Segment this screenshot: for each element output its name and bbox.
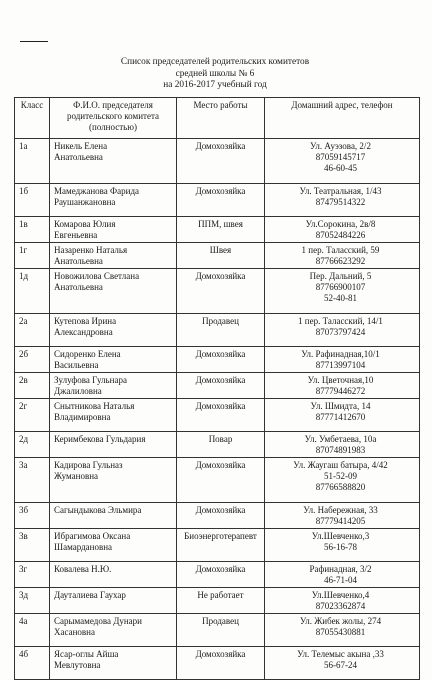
address-cell	[265, 529, 420, 562]
address-cell-line: Ул.Сорокина, 2в/8	[305, 219, 376, 229]
name-cell-line: Шамардановна	[54, 542, 113, 552]
class-cell: 3д	[15, 588, 50, 614]
table-row	[15, 347, 420, 373]
table-row	[15, 139, 420, 184]
table-row	[15, 529, 420, 562]
address-cell-line: Ул. Набережная, 33	[303, 505, 378, 515]
name-cell-line: Анатольевна	[54, 152, 103, 162]
address-cell-line: Ул. Ауэзова, 2/2	[310, 141, 371, 151]
class-cell: 2а	[15, 314, 50, 347]
address-cell-line: Ул. Телемыс акына ,33	[297, 649, 384, 659]
work-cell: Домохозяйка	[177, 399, 265, 432]
address-cell-line: 46-60-45	[324, 163, 357, 173]
address-cell-line: 87074891983	[315, 445, 366, 455]
address-cell-line: Ул.Шевченко,4	[311, 590, 370, 600]
name-cell-line: Жумановна	[54, 471, 99, 481]
address-cell-line: Ул. Жибек жолы, 274	[299, 616, 382, 626]
work-cell: Продавец	[177, 614, 265, 647]
name-cell-line: Васильевна	[54, 360, 99, 370]
name-cell	[50, 647, 177, 680]
work-cell: Повар	[177, 432, 265, 458]
work-cell: Домохозяйка	[177, 562, 265, 588]
address-cell-line: Ул. Умбетаева, 10а	[304, 434, 377, 444]
name-cell-line: Ковалева Н.Ю.	[54, 564, 112, 574]
table-row	[15, 503, 420, 529]
name-cell-line: Керимбекова Гульдария	[54, 434, 146, 444]
document-title	[90, 57, 340, 92]
address-cell	[265, 373, 420, 399]
name-cell-line: Владимировна	[54, 412, 111, 422]
committee-table	[14, 97, 420, 680]
name-cell	[50, 269, 177, 314]
name-cell-line: Мамеджанова Фарида	[54, 186, 140, 196]
name-cell-line: Сидоренко Елена	[54, 349, 121, 359]
name-cell-line: Александровна	[54, 327, 113, 337]
class-cell: 1б	[15, 184, 50, 217]
address-cell-line: Ул. Шмидта, 14	[310, 401, 371, 411]
class-cell: 4б	[15, 647, 50, 680]
address-cell	[265, 184, 420, 217]
name-cell	[50, 529, 177, 562]
name-cell-line: Зулуфова Гульнара	[54, 375, 127, 385]
table-row	[15, 269, 420, 314]
address-cell-line: 51-52-09	[324, 471, 357, 481]
work-cell: Не работает	[177, 588, 265, 614]
name-cell	[50, 184, 177, 217]
class-cell: 1г	[15, 243, 50, 269]
table-row	[15, 373, 420, 399]
address-cell	[265, 399, 420, 432]
work-cell: Домохозяйка	[177, 373, 265, 399]
table-row	[15, 314, 420, 347]
name-cell-line: Ясар-оглы Айша	[54, 649, 119, 659]
title-line-2: средней школы № 6	[175, 68, 255, 79]
name-cell-line: Комарова Юлия	[54, 219, 116, 229]
address-cell	[265, 503, 420, 529]
address-cell	[265, 243, 420, 269]
class-cell: 3б	[15, 503, 50, 529]
table-body	[15, 139, 420, 680]
title-line-3: на 2016-2017 учебный год	[163, 80, 267, 90]
name-cell-line: Анатольевна	[54, 282, 103, 292]
table-row	[15, 217, 420, 243]
address-cell-line: Ул. Театральная, 1/43	[299, 186, 382, 196]
name-cell-line: Анатольевна	[54, 256, 103, 266]
class-cell: 1в	[15, 217, 50, 243]
address-cell-line: 87479514322	[315, 197, 366, 207]
work-cell: Домохозяйка	[177, 347, 265, 373]
class-cell: 4а	[15, 614, 50, 647]
name-cell-line: Кутепова Ирина	[54, 316, 117, 326]
work-cell: Продавец	[177, 314, 265, 347]
name-cell-line: Дауталиева Гаухар	[54, 590, 126, 600]
title-line-1: Список председателей родительских комитетов	[120, 57, 310, 67]
name-cell	[50, 503, 177, 529]
table-row	[15, 614, 420, 647]
name-cell	[50, 399, 177, 432]
table-row	[15, 432, 420, 458]
address-cell-line: 46-71-04	[324, 575, 357, 585]
table-row	[15, 184, 420, 217]
name-cell-line: Сагындыкова Эльмира	[54, 505, 142, 515]
header-name: Ф.И.О. председателя родительского комитета (полностью)	[50, 98, 177, 139]
address-cell-line: Ул. Цветочная,10	[307, 375, 374, 385]
name-cell	[50, 373, 177, 399]
work-cell: Швея	[177, 243, 265, 269]
address-cell	[265, 588, 420, 614]
address-cell	[265, 614, 420, 647]
class-cell: 3г	[15, 562, 50, 588]
header-class: Класс	[15, 98, 50, 139]
address-cell-line: 87771412670	[315, 412, 366, 422]
header-address: Домашний адрес, телефон	[265, 98, 420, 139]
work-cell: Домохозяйка	[177, 458, 265, 503]
address-cell-line: 87779446272	[315, 386, 366, 396]
work-cell: Домохозяйка	[177, 503, 265, 529]
address-cell	[265, 139, 420, 184]
name-cell	[50, 217, 177, 243]
address-cell-line: 1 пер. Таласский, 14/1	[298, 316, 383, 326]
address-cell-line: 87073797424	[315, 327, 366, 337]
address-cell-line: 87766623292	[315, 256, 366, 266]
name-cell	[50, 432, 177, 458]
class-cell: 3а	[15, 458, 50, 503]
address-cell-line: Пер. Дальний, 5	[309, 271, 372, 281]
name-cell-line: Новожилова Светлана	[54, 271, 140, 281]
address-cell-line: 87052484226	[315, 230, 366, 240]
name-cell-line: Снытникова Наталья	[54, 401, 135, 411]
address-cell	[265, 217, 420, 243]
address-cell-line: 87779414205	[315, 516, 366, 526]
address-cell	[265, 347, 420, 373]
table-row	[15, 399, 420, 432]
name-cell-line: Назаренко Наталья	[54, 245, 128, 255]
name-cell-line: Евгеньевна	[54, 230, 98, 240]
address-cell-line: 56-16-78	[324, 542, 357, 552]
name-cell-line: Ибрагимова Оксана	[54, 531, 131, 541]
class-cell: 3в	[15, 529, 50, 562]
address-cell-line: Рафинадная, 3/2	[309, 564, 372, 574]
address-cell-line: Ул.Шевченко,3	[311, 531, 370, 541]
table-row	[15, 243, 420, 269]
address-cell	[265, 432, 420, 458]
name-cell	[50, 588, 177, 614]
address-cell	[265, 647, 420, 680]
table-row	[15, 562, 420, 588]
address-cell-line: 87713997104	[315, 360, 366, 370]
name-cell-line: Сарымамедова Дунари	[54, 616, 142, 626]
class-cell: 2в	[15, 373, 50, 399]
name-cell-line: Мевлутовна	[54, 660, 101, 670]
address-cell-line: 52-40-81	[324, 293, 357, 303]
name-cell-line: Раушанжановна	[54, 197, 116, 207]
class-cell: 2д	[15, 432, 50, 458]
address-cell-line: 87059145717	[315, 152, 366, 162]
work-cell: Домохозяйка	[177, 139, 265, 184]
address-cell-line: 56-67-24	[324, 660, 357, 670]
address-cell-line: 1 пер. Таласский, 59	[301, 245, 380, 255]
table-row	[15, 647, 420, 680]
address-cell-line: 87023362874	[315, 601, 366, 611]
name-cell	[50, 458, 177, 503]
class-cell: 2г	[15, 399, 50, 432]
name-cell	[50, 562, 177, 588]
address-cell	[265, 458, 420, 503]
work-cell: Домохозяйка	[177, 269, 265, 314]
address-cell-line: 87766900107	[315, 282, 366, 292]
name-cell-line: Джалиловна	[54, 386, 102, 396]
table-row	[15, 588, 420, 614]
address-cell-line: Ул. Рафинадная,10/1	[301, 349, 380, 359]
header-work: Место работы	[177, 98, 265, 139]
name-cell	[50, 314, 177, 347]
class-cell: 1д	[15, 269, 50, 314]
work-cell: Биоэнерготерапевт	[177, 529, 265, 562]
name-cell	[50, 139, 177, 184]
name-cell	[50, 347, 177, 373]
address-cell	[265, 562, 420, 588]
work-cell: Домохозяйка	[177, 647, 265, 680]
name-cell-line: Хасановна	[54, 627, 95, 637]
table-header-row	[15, 98, 420, 139]
name-cell-line: Кадирова Гульназ	[54, 460, 123, 470]
name-cell	[50, 614, 177, 647]
address-cell	[265, 269, 420, 314]
name-cell-line: Никель Елена	[54, 141, 108, 151]
address-cell-line: Ул. Жаугаш батыра, 4/42	[293, 460, 388, 470]
work-cell: Домохозяйка	[177, 184, 265, 217]
table-row	[15, 458, 420, 503]
address-cell	[265, 314, 420, 347]
address-cell-line: 87766588820	[315, 482, 366, 492]
work-cell: ППМ, швея	[177, 217, 265, 243]
name-cell	[50, 243, 177, 269]
page-mark	[20, 41, 48, 42]
class-cell: 1а	[15, 139, 50, 184]
class-cell: 2б	[15, 347, 50, 373]
address-cell-line: 87055430881	[315, 627, 366, 637]
